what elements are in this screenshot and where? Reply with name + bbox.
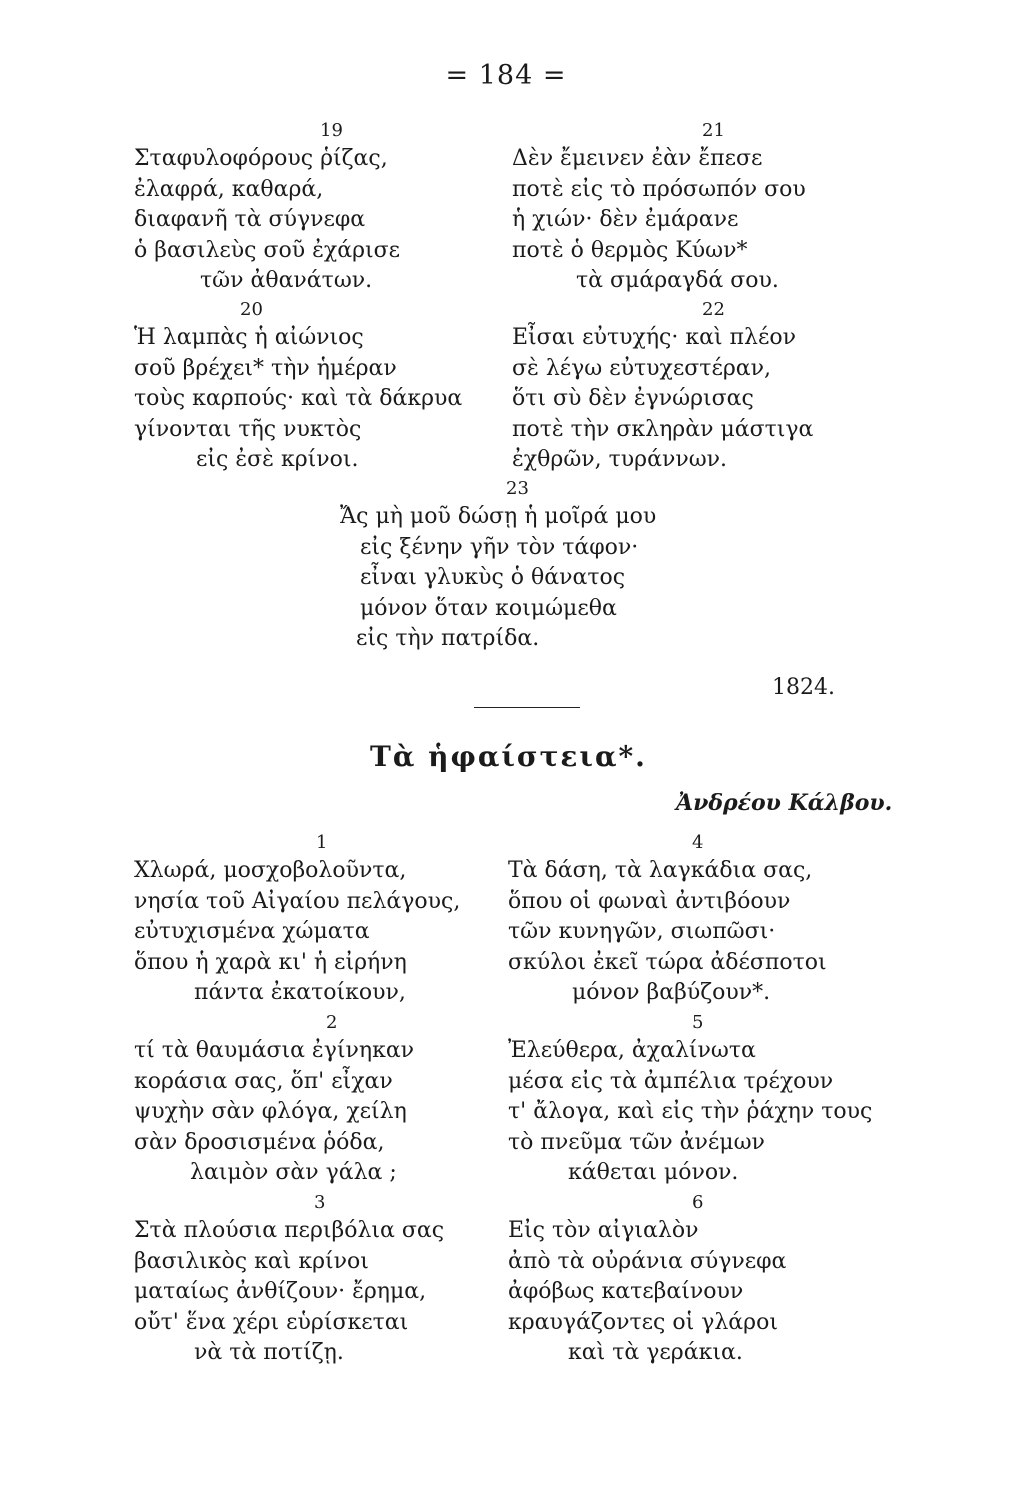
verse-line: τῶν ἀθανάτων. bbox=[200, 268, 373, 293]
poem-date: 1824. bbox=[772, 675, 835, 700]
verse-line: ματαίως ἀνθίζουν· ἔρημα, bbox=[134, 1279, 427, 1304]
stanza-number: 20 bbox=[240, 299, 263, 320]
verse-line: ἀπὸ τὰ οὐράνια σύγνεφα bbox=[508, 1248, 787, 1274]
verse-line: κοράσια σας, ὅπ' εἶχαν bbox=[134, 1068, 393, 1094]
verse-line: ψυχὴν σὰν φλόγα, χείλη bbox=[134, 1099, 407, 1124]
verse-line: βασιλικὸς καὶ κρίνοι bbox=[134, 1248, 369, 1274]
stanza-number: 2 bbox=[326, 1012, 338, 1033]
verse-line: τῶν κυνηγῶν, σιωπῶσι· bbox=[508, 919, 776, 944]
stanza-number: 21 bbox=[702, 120, 725, 141]
verse-line: ὅτι σὺ δὲν ἐγνώρισας bbox=[512, 386, 754, 411]
verse-line: εὐτυχισμένα χώματα bbox=[134, 919, 370, 944]
stanza-2 bbox=[134, 1010, 414, 1189]
section-divider bbox=[474, 707, 580, 708]
verse-line: νὰ τὰ ποτίζῃ. bbox=[194, 1340, 344, 1365]
verse-line: τ' ἄλογα, καὶ εἰς τὴν ῥάχην τους bbox=[508, 1099, 873, 1124]
stanza-5 bbox=[508, 1010, 872, 1189]
verse-line: Σταφυλοφόρους ῥίζας, bbox=[134, 146, 388, 171]
verse-line: σκύλοι ἐκεῖ τώρα ἀδέσποτοι bbox=[508, 949, 827, 975]
verse-line: πάντα ἐκατοίκουν, bbox=[194, 980, 406, 1005]
verse-line: μέσα εἰς τὰ ἀμπέλια τρέχουν bbox=[508, 1068, 834, 1094]
stanza-number: 4 bbox=[692, 832, 704, 853]
stanza-number: 1 bbox=[316, 832, 328, 853]
stanza-3 bbox=[134, 1190, 444, 1369]
stanza-4 bbox=[508, 830, 827, 1009]
verse-line: νησία τοῦ Αἰγαίου πελάγους, bbox=[134, 888, 461, 914]
verse-line: τὸ πνεῦμα τῶν ἀνέμων bbox=[508, 1129, 765, 1155]
verse-line: τὰ σμάραγδά σου. bbox=[576, 268, 779, 293]
verse-line: Τὰ δάση, τὰ λαγκάδια σας, bbox=[508, 858, 813, 883]
verse-line: κραυγάζοντες οἱ γλάροι bbox=[508, 1309, 778, 1335]
verse-line: ὅπου ἡ χαρὰ κι' ἡ εἰρήνη bbox=[134, 949, 407, 975]
verse-line: σὲ λέγω εὐτυχεστέραν, bbox=[512, 355, 772, 381]
verse-line: ἐλαφρά, καθαρά, bbox=[134, 176, 324, 202]
verse-line: ποτὲ τὴν σκληρὰν μάστιγα bbox=[512, 416, 814, 442]
page-number: = 184 = bbox=[445, 60, 567, 91]
verse-line: ποτὲ ὁ θερμὸς Κύων* bbox=[512, 237, 748, 263]
stanza-21 bbox=[512, 118, 806, 297]
stanza-6 bbox=[508, 1190, 786, 1369]
verse-line: οὔτ' ἕνα χέρι εὑρίσκεται bbox=[134, 1309, 409, 1335]
verse-line: Εἶσαι εὐτυχής· καὶ πλέον bbox=[512, 325, 796, 350]
verse-line: διαφανῆ τὰ σύγνεφα bbox=[134, 207, 366, 232]
stanza-number: 22 bbox=[702, 299, 725, 320]
verse-line: σοῦ βρέχει* τὴν ἡμέραν bbox=[134, 355, 397, 381]
stanza-22 bbox=[512, 297, 813, 476]
verse-line: Χλωρά, μοσχοβολοῦντα, bbox=[134, 858, 407, 883]
verse-line: μόνον βαβύζουν*. bbox=[572, 980, 771, 1005]
stanza-number: 5 bbox=[692, 1012, 704, 1033]
verse-line: Ἄς μὴ μοῦ δώσῃ ἡ μοῖρά μου bbox=[340, 504, 657, 529]
verse-line: τοὺς καρπούς· καὶ τὰ δάκρυα bbox=[134, 386, 463, 411]
verse-line: ἡ χιών· δὲν ἐμάρανε bbox=[512, 207, 739, 232]
verse-line: ἐχθρῶν, τυράννων. bbox=[512, 447, 728, 472]
stanza-number: 6 bbox=[692, 1192, 704, 1213]
stanza-19 bbox=[134, 118, 400, 297]
stanza-number: 23 bbox=[506, 478, 529, 499]
stanza-1 bbox=[134, 830, 460, 1009]
stanza-23 bbox=[330, 476, 656, 655]
verse-line: τί τὰ θαυμάσια ἐγίνηκαν bbox=[134, 1038, 415, 1063]
poem-title: Τὰ ἡφαίστεια*. bbox=[370, 740, 647, 773]
verse-line: ὅπου οἱ φωναὶ ἀντιβόουν bbox=[508, 888, 791, 914]
verse-line: ὁ βασιλεὺς σοῦ ἐχάρισε bbox=[134, 237, 401, 263]
verse-line: εἶναι γλυκὺς ὁ θάνατος bbox=[360, 565, 626, 590]
verse-line: Ἡ λαμπὰς ἡ αἰώνιος bbox=[134, 325, 364, 350]
verse-line: μόνον ὅταν κοιμώμεθα bbox=[360, 595, 617, 621]
stanza-20 bbox=[134, 297, 462, 476]
poem-author: Ἀνδρέου Κάλβου. bbox=[676, 790, 893, 816]
verse-line: Στὰ πλούσια περιβόλια σας bbox=[134, 1218, 445, 1243]
verse-line: εἰς ἐσὲ κρίνοι. bbox=[196, 447, 359, 472]
verse-line: λαιμὸν σὰν γάλα ; bbox=[190, 1160, 397, 1185]
verse-line: καὶ τὰ γεράκια. bbox=[568, 1340, 743, 1365]
verse-line: εἰς ξένην γῆν τὸν τάφον· bbox=[360, 534, 639, 560]
verse-line: Ἐλεύθερα, ἀχαλίνωτα bbox=[508, 1038, 756, 1063]
verse-line: ποτὲ εἰς τὸ πρόσωπόν σου bbox=[512, 176, 806, 202]
stanza-number: 19 bbox=[320, 120, 343, 141]
verse-line: σὰν δροσισμένα ῥόδα, bbox=[134, 1129, 385, 1155]
verse-line: Εἰς τὸν αἰγιαλὸν bbox=[508, 1218, 699, 1243]
verse-line: εἰς τὴν πατρίδα. bbox=[356, 626, 540, 651]
verse-line: ἀφόβως κατεβαίνουν bbox=[508, 1279, 744, 1304]
verse-line: γίνονται τῆς νυκτὸς bbox=[134, 416, 362, 442]
verse-line: κάθεται μόνον. bbox=[568, 1160, 739, 1185]
verse-line: Δὲν ἔμεινεν ἐὰν ἔπεσε bbox=[512, 146, 763, 171]
stanza-number: 3 bbox=[314, 1192, 326, 1213]
